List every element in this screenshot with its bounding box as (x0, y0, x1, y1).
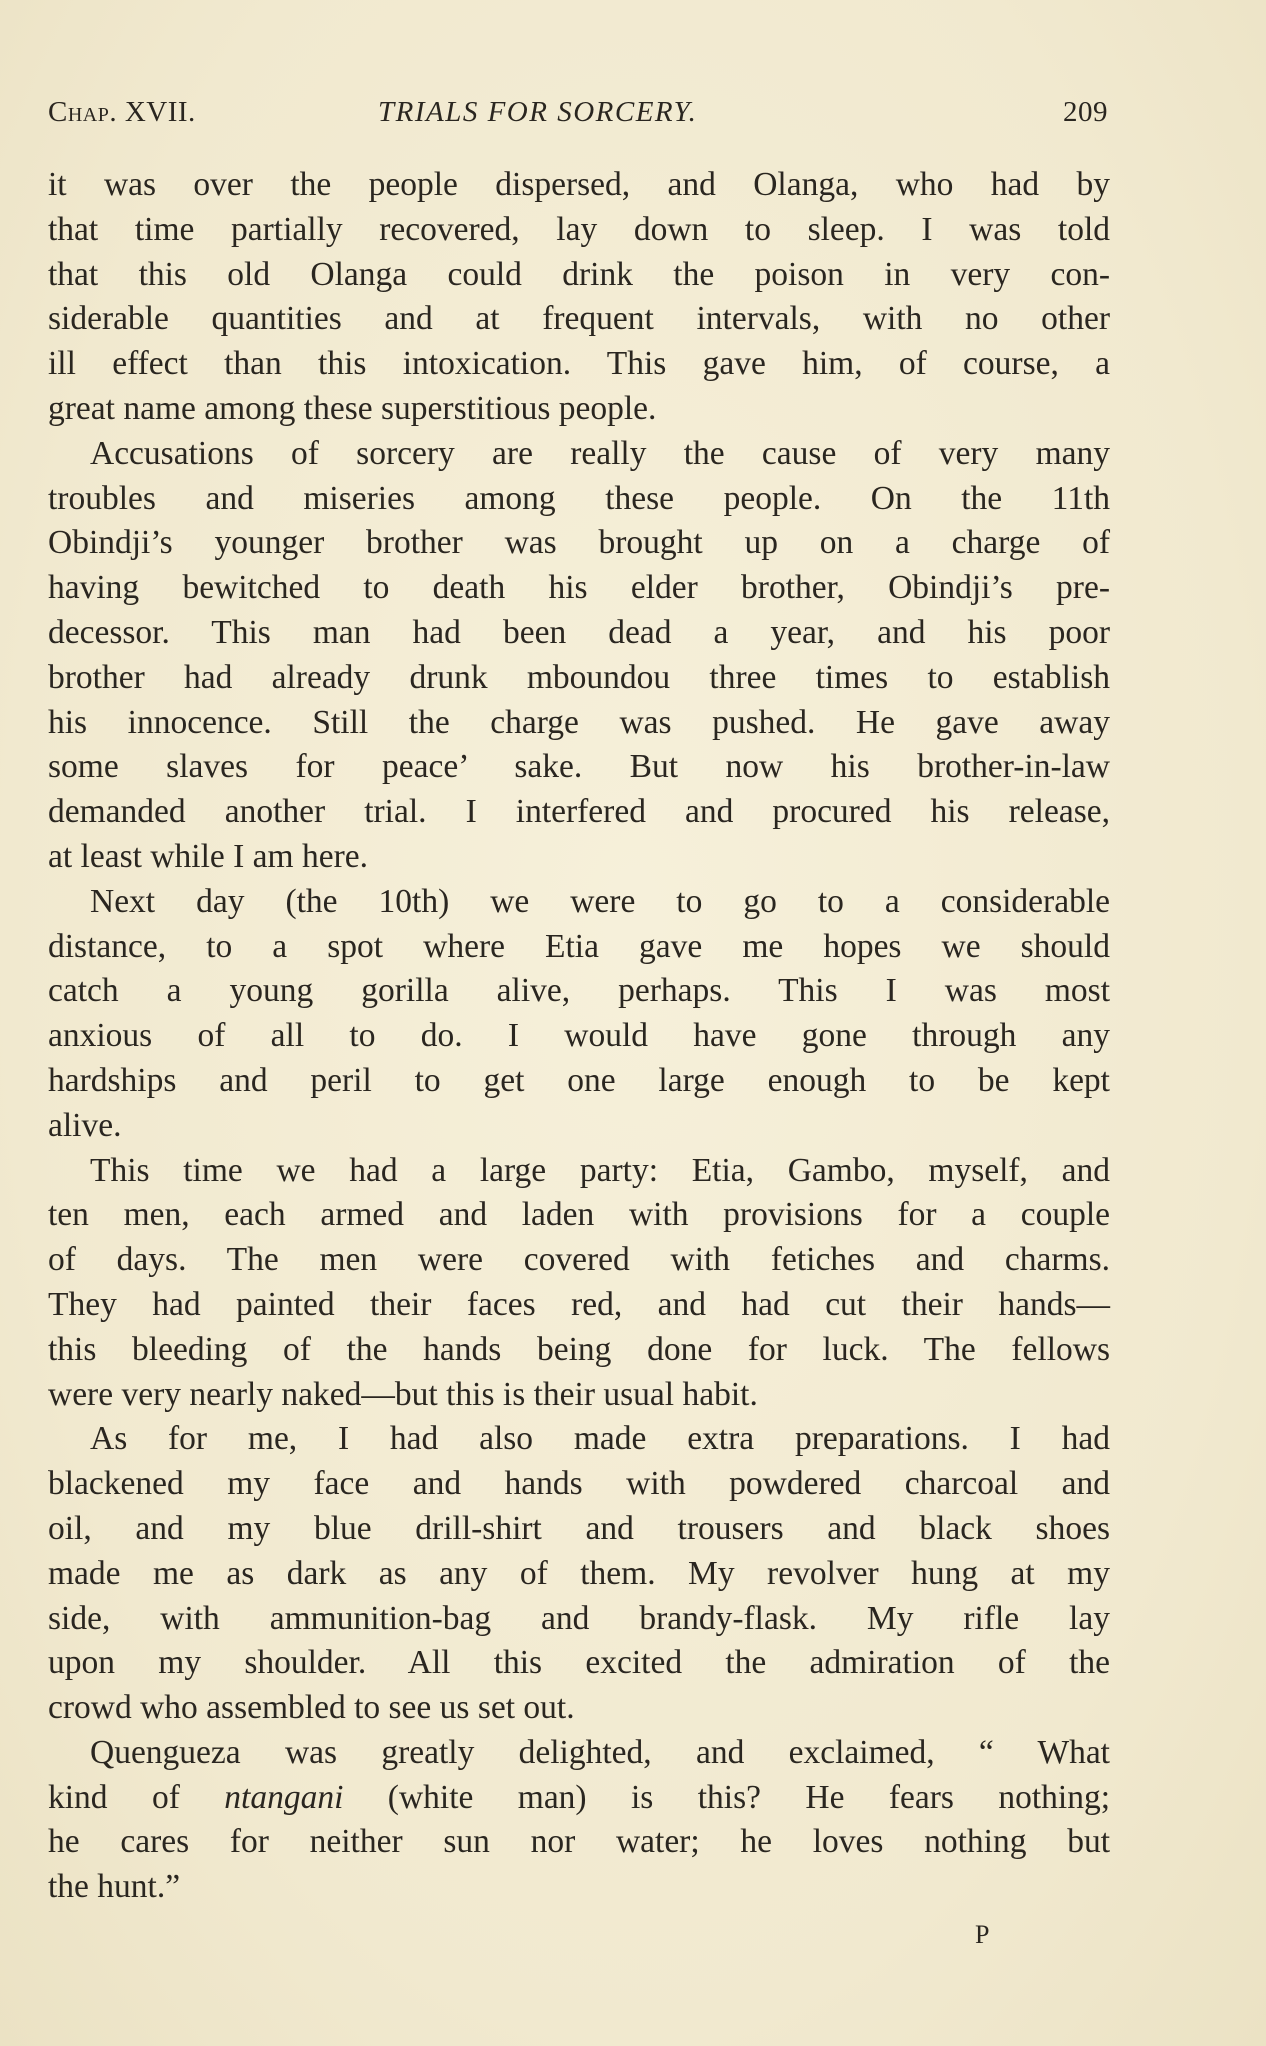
chapter-title: TRIALS FOR SORCERY. (378, 96, 698, 128)
text-line: Accusations of sorcery are really the cause of very many (90, 434, 1110, 472)
text-line: ten men, each armed and laden with provisions for a couple (48, 1196, 1110, 1234)
text-line: side, with ammunition-bag and brandy-flask. My rifle lay (48, 1599, 1110, 1637)
text-line: This time we had a large party: Etia, Gambo, myself, and (90, 1151, 1110, 1189)
body-text (48, 163, 1110, 1910)
text-line: at least while I am here. (48, 837, 368, 875)
text-line: made me as dark as any of them. My revolver hung at my (48, 1554, 1110, 1592)
text-line: it was over the people dispersed, and Olanga, who had by (48, 166, 1110, 203)
paragraph (48, 1731, 1110, 1910)
text-line: kind of ntangani (white man) is this? He fears nothing; (48, 1778, 1110, 1816)
text-line: As for me, I had also made extra preparations. I had (90, 1420, 1110, 1458)
page-number: 209 (1063, 96, 1108, 128)
text-line: he cares for neither sun nor water; he loves nothing but (48, 1823, 1110, 1861)
text-line: anxious of all to do. I would have gone through any (48, 1017, 1110, 1055)
paragraph (48, 880, 1110, 1149)
text-line: some slaves for peace’ sake. But now his brother-in-law (48, 748, 1110, 786)
paragraph (48, 432, 1110, 880)
text-line: siderable quantities and at frequent intervals, with no other (48, 300, 1110, 338)
text-line: brother had already drunk mboundou three times to establish (48, 658, 1110, 696)
text-line: blackened my face and hands with powdered charcoal and (48, 1465, 1110, 1503)
text-line: They had painted their faces red, and had cut their hands— (48, 1285, 1110, 1323)
text-line: hardships and peril to get one large enough to be kept (48, 1061, 1110, 1099)
text-line: oil, and my blue drill-shirt and trousers and black shoes (48, 1509, 1110, 1547)
paragraph (48, 163, 1110, 432)
text-line: of days. The men were covered with fetiches and charms. (48, 1241, 1110, 1279)
text-line: that time partially recovered, lay down to sleep. I was told (48, 210, 1110, 248)
text-line: distance, to a spot where Etia gave me hopes we should (48, 927, 1110, 965)
text-line: demanded another trial. I interfered and procured his release, (48, 793, 1110, 831)
text-line: great name among these superstitious people. (48, 389, 657, 427)
text-line: catch a young gorilla alive, perhaps. This I was most (48, 972, 1110, 1010)
text-line: that this old Olanga could drink the poison in very con- (48, 255, 1110, 293)
text-line: decessor. This man had been dead a year, and his poor (48, 613, 1110, 651)
text-line: this bleeding of the hands being done for luck. The fellows (48, 1330, 1110, 1368)
text-line: the hunt.” (48, 1868, 181, 1906)
text-line: upon my shoulder. All this excited the admiration of the (48, 1644, 1110, 1682)
paragraph (48, 1149, 1110, 1418)
text-line: alive. (48, 1106, 122, 1144)
text-line: were very nearly naked—but this is their usual habit. (48, 1375, 758, 1413)
running-head (48, 96, 1108, 136)
paragraph (48, 1417, 1110, 1731)
text-line: troubles and miseries among these people. On the 11th (48, 479, 1110, 517)
text-line: Obindji’s younger brother was brought up on a charge of (48, 524, 1110, 562)
text-line: crowd who assembled to see us set out. (48, 1689, 575, 1727)
signature-mark: P (975, 1920, 990, 1949)
text-line: having bewitched to death his elder brother, Obindji’s pre- (48, 569, 1110, 607)
text-line: his innocence. Still the charge was pushed. He gave away (48, 703, 1110, 741)
text-line: Next day (the 10th) we were to go to a considerable (90, 882, 1110, 920)
chapter-label: Chap. XVII. (48, 96, 196, 128)
text-line: ill effect than this intoxication. This gave him, of course, a (48, 345, 1110, 383)
text-line: Quengueza was greatly delighted, and exclaimed, “ What (90, 1733, 1110, 1771)
